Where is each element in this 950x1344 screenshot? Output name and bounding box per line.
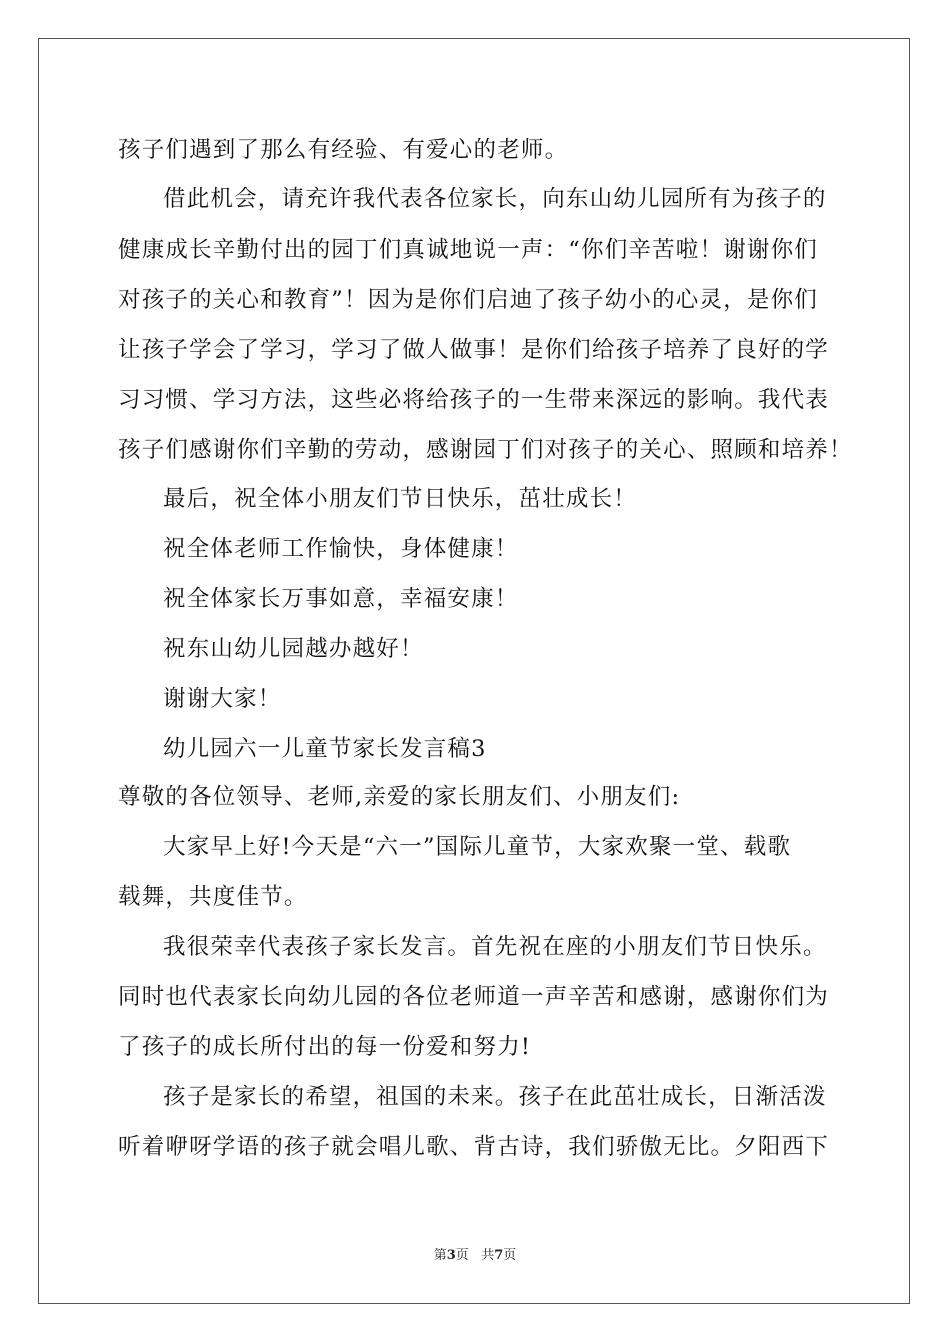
text-line: 谢谢大家！: [163, 686, 282, 712]
text-line: 祝东山幼儿园越办越好！: [163, 636, 424, 662]
text-line: 最后，祝全体小朋友们节日快乐，茁壮成长！: [163, 486, 638, 512]
text-line: 同时也代表家长向幼儿园的各位老师道一声辛苦和感谢，感谢你们为: [118, 984, 830, 1010]
text-line: 让孩子学会了学习，学习了做人做事！是你们给孩子培养了良好的学: [118, 337, 830, 363]
text-line: 了孩子的成长所付出的每一份爱和努力!: [118, 1034, 532, 1060]
text-line: 听着咿呀学语的孩子就会唱儿歌、背古诗，我们骄傲无比。夕阳西下: [118, 1134, 830, 1160]
salutation-line: 尊敬的各位领导、老师,亲爱的家长朋友们、小朋友们:: [118, 784, 681, 810]
text-line: 大家早上好!今天是“六一”国际儿童节，大家欢聚一堂、载歌: [163, 834, 792, 860]
page-footer: [0, 1247, 950, 1265]
total-prefix: 共: [481, 1248, 495, 1263]
text-line: 孩子是家长的希望，祖国的未来。孩子在此茁壮成长，日渐活泼: [163, 1084, 827, 1110]
page-suffix: 页: [455, 1248, 469, 1263]
text-line: 载舞，共度佳节。: [118, 884, 308, 910]
page-border: [38, 38, 910, 1304]
text-line: 健康成长辛勤付出的园丁们真诚地说一声：“你们辛苦啦！谢谢你们: [118, 237, 819, 263]
section-heading: 幼儿园六一儿童节家长发言稿3: [163, 736, 487, 762]
text-line: 祝全体家长万事如意，幸福安康！: [163, 586, 519, 612]
text-line: 习习惯、学习方法，这些必将给孩子的一生带来深远的影响。我代表: [118, 387, 830, 413]
text-line: 对孩子的关心和教育”！因为是你们启迪了孩子幼小的心灵，是你们: [118, 287, 819, 313]
text-line: 孩子们遇到了那么有经验、有爱心的老师。: [118, 137, 569, 163]
page-number: 3: [446, 1248, 456, 1263]
text-line: 借此机会，请充许我代表各位家长，向东山幼儿园所有为孩子的: [163, 186, 827, 212]
text-line: 我很荣幸代表孩子家长发言。首先祝在座的小朋友们节日快乐。: [163, 934, 827, 960]
total-pages: 7: [494, 1248, 504, 1263]
text-line: 孩子们感谢你们辛勤的劳动，感谢园丁们对孩子的关心、照顾和培养！: [118, 437, 853, 463]
page-prefix: 第: [433, 1248, 447, 1263]
text-line: 祝全体老师工作愉快，身体健康！: [163, 536, 519, 562]
total-suffix: 页: [503, 1248, 517, 1263]
